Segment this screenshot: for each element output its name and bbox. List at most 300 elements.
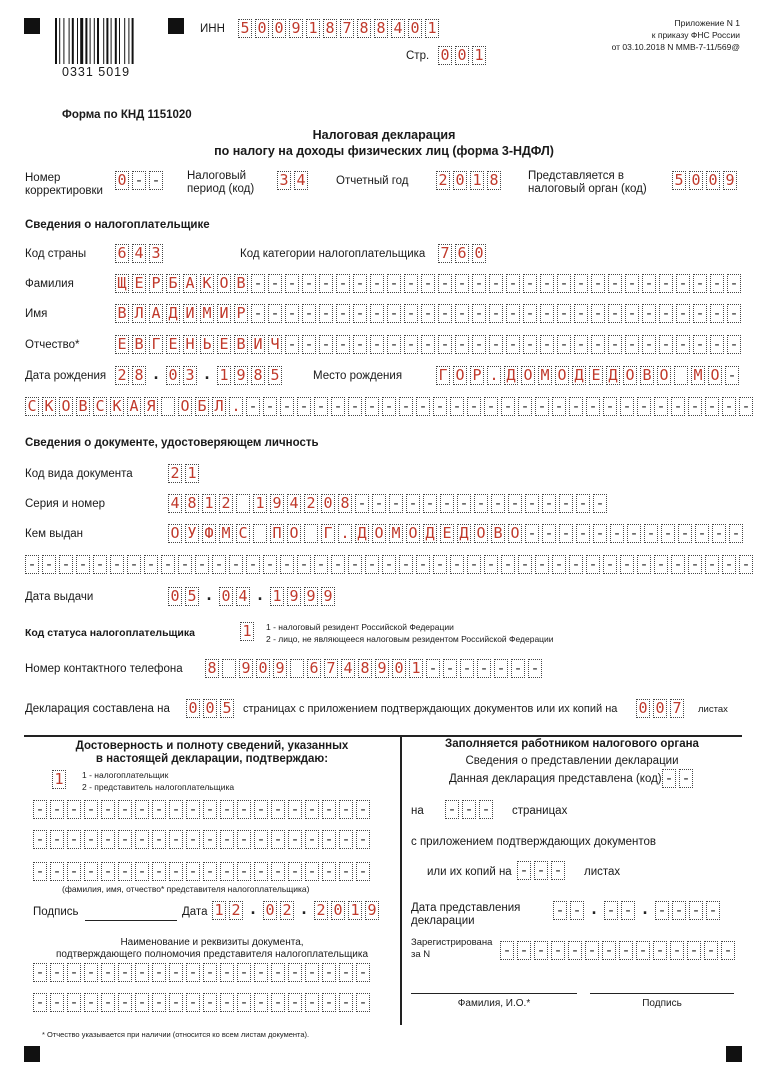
char-cell[interactable]: 1 <box>52 770 66 789</box>
char-cell[interactable]: 2 <box>229 901 243 920</box>
char-cell[interactable]: - <box>356 800 370 819</box>
char-cell[interactable]: - <box>501 397 515 416</box>
char-cell[interactable]: - <box>416 555 430 574</box>
char-cell[interactable]: 2 <box>314 901 328 920</box>
char-cell[interactable]: 1 <box>409 659 423 678</box>
char-cell[interactable]: - <box>314 555 328 574</box>
char-cell[interactable]: 8 <box>358 659 372 678</box>
char-cell[interactable]: 9 <box>375 659 389 678</box>
char-cell[interactable]: - <box>280 397 294 416</box>
char-cell[interactable]: Б <box>166 274 180 293</box>
char-cell[interactable]: - <box>339 862 353 881</box>
char-cell[interactable]: - <box>50 830 64 849</box>
char-cell[interactable]: - <box>356 862 370 881</box>
char-cell[interactable]: - <box>569 397 583 416</box>
char-cell[interactable]: - <box>585 941 599 960</box>
char-cell[interactable]: 2 <box>304 494 318 513</box>
char-cell[interactable]: - <box>33 862 47 881</box>
char-cell[interactable]: - <box>254 963 268 982</box>
birthplace-cells-2[interactable] <box>25 397 756 416</box>
char-cell[interactable]: - <box>570 901 584 920</box>
char-cell[interactable]: - <box>302 274 316 293</box>
surname-cells[interactable] <box>115 274 744 293</box>
char-cell[interactable]: - <box>387 304 401 323</box>
char-cell[interactable]: 4 <box>168 494 182 513</box>
char-cell[interactable]: - <box>212 555 226 574</box>
status-cells[interactable] <box>240 622 257 641</box>
char-cell[interactable]: О <box>555 366 569 385</box>
issuer-cells-1[interactable] <box>168 524 746 543</box>
char-cell[interactable]: - <box>353 274 367 293</box>
char-cell[interactable]: - <box>271 862 285 881</box>
char-cell[interactable]: - <box>586 555 600 574</box>
char-cell[interactable]: - <box>506 304 520 323</box>
char-cell[interactable]: М <box>389 524 403 543</box>
char-cell[interactable]: - <box>553 901 567 920</box>
char-cell[interactable]: - <box>511 659 525 678</box>
year-cells[interactable] <box>436 171 504 190</box>
issue-date-cells[interactable]: 0 5 . 0 4 . 1 9 9 9 <box>168 587 338 606</box>
char-cell[interactable]: - <box>574 274 588 293</box>
char-cell[interactable]: - <box>76 555 90 574</box>
char-cell[interactable]: - <box>591 304 605 323</box>
char-cell[interactable]: - <box>178 555 192 574</box>
char-cell[interactable] <box>253 524 267 543</box>
char-cell[interactable]: - <box>404 274 418 293</box>
char-cell[interactable]: - <box>423 494 437 513</box>
char-cell[interactable]: - <box>462 800 476 819</box>
char-cell[interactable]: - <box>246 555 260 574</box>
char-cell[interactable]: 4 <box>132 244 146 263</box>
char-cell[interactable]: 1 <box>472 46 486 65</box>
char-cell[interactable]: - <box>135 963 149 982</box>
char-cell[interactable]: - <box>404 335 418 354</box>
char-cell[interactable]: - <box>288 800 302 819</box>
char-cell[interactable]: - <box>322 963 336 982</box>
char-cell[interactable]: - <box>246 397 260 416</box>
char-cell[interactable]: - <box>399 555 413 574</box>
char-cell[interactable]: 0 <box>272 19 286 38</box>
char-cell[interactable]: - <box>704 941 718 960</box>
char-cell[interactable]: - <box>620 397 634 416</box>
char-cell[interactable]: - <box>118 800 132 819</box>
char-cell[interactable]: - <box>118 862 132 881</box>
char-cell[interactable]: - <box>528 659 542 678</box>
char-cell[interactable]: - <box>705 555 719 574</box>
char-cell[interactable]: - <box>169 830 183 849</box>
char-cell[interactable]: О <box>217 274 231 293</box>
char-cell[interactable]: - <box>169 963 183 982</box>
char-cell[interactable]: 1 <box>425 19 439 38</box>
char-cell[interactable]: - <box>438 304 452 323</box>
char-cell[interactable]: 0 <box>455 46 469 65</box>
char-cell[interactable]: - <box>608 274 622 293</box>
char-cell[interactable]: - <box>642 274 656 293</box>
char-cell[interactable]: 0 <box>186 699 200 718</box>
char-cell[interactable]: - <box>67 800 81 819</box>
char-cell[interactable]: - <box>569 555 583 574</box>
inn-cells[interactable] <box>238 19 442 38</box>
char-cell[interactable]: - <box>288 993 302 1012</box>
char-cell[interactable]: В <box>234 274 248 293</box>
char-cell[interactable]: 0 <box>438 46 452 65</box>
char-cell[interactable]: - <box>557 274 571 293</box>
char-cell[interactable]: - <box>93 555 107 574</box>
confirm-code-cells[interactable] <box>52 770 69 789</box>
char-cell[interactable]: - <box>268 304 282 323</box>
char-cell[interactable]: - <box>608 304 622 323</box>
char-cell[interactable]: . <box>229 397 243 416</box>
char-cell[interactable]: - <box>672 901 686 920</box>
char-cell[interactable]: - <box>438 274 452 293</box>
char-cell[interactable]: 7 <box>324 659 338 678</box>
char-cell[interactable]: - <box>559 494 573 513</box>
char-cell[interactable]: - <box>508 494 522 513</box>
char-cell[interactable]: - <box>676 274 690 293</box>
char-cell[interactable]: 0 <box>653 699 667 718</box>
char-cell[interactable]: - <box>50 800 64 819</box>
char-cell[interactable]: А <box>149 304 163 323</box>
char-cell[interactable]: - <box>169 800 183 819</box>
char-cell[interactable]: - <box>336 304 350 323</box>
char-cell[interactable]: - <box>593 494 607 513</box>
dob-cells[interactable]: 2 8 . 0 3 . 1 9 8 5 <box>115 366 285 385</box>
char-cell[interactable]: - <box>603 555 617 574</box>
char-cell[interactable]: У <box>185 524 199 543</box>
char-cell[interactable]: - <box>331 397 345 416</box>
char-cell[interactable]: - <box>625 274 639 293</box>
char-cell[interactable]: - <box>149 171 163 190</box>
char-cell[interactable]: 0 <box>331 901 345 920</box>
char-cell[interactable]: - <box>637 397 651 416</box>
char-cell[interactable]: 9 <box>234 366 248 385</box>
char-cell[interactable]: Е <box>440 524 454 543</box>
char-cell[interactable]: 9 <box>289 19 303 38</box>
submitted-code-cells[interactable] <box>662 769 696 788</box>
char-cell[interactable]: В <box>132 335 146 354</box>
char-cell[interactable]: - <box>67 862 81 881</box>
char-cell[interactable]: 0 <box>408 19 422 38</box>
char-cell[interactable]: - <box>676 335 690 354</box>
char-cell[interactable]: - <box>135 993 149 1012</box>
char-cell[interactable]: - <box>450 555 464 574</box>
char-cell[interactable]: - <box>559 524 573 543</box>
char-cell[interactable]: Е <box>217 335 231 354</box>
char-cell[interactable]: . <box>338 524 352 543</box>
char-cell[interactable]: - <box>370 304 384 323</box>
char-cell[interactable]: - <box>722 555 736 574</box>
char-cell[interactable]: 0 <box>689 171 703 190</box>
char-cell[interactable]: 4 <box>287 494 301 513</box>
sheets-cells[interactable] <box>636 699 687 718</box>
char-cell[interactable]: - <box>348 555 362 574</box>
char-cell[interactable]: Д <box>457 524 471 543</box>
char-cell[interactable]: - <box>251 274 265 293</box>
char-cell[interactable]: - <box>540 304 554 323</box>
char-cell[interactable]: - <box>484 555 498 574</box>
char-cell[interactable]: 1 <box>270 587 284 606</box>
char-cell[interactable]: - <box>574 335 588 354</box>
char-cell[interactable]: 0 <box>168 587 182 606</box>
char-cell[interactable]: - <box>101 862 115 881</box>
char-cell[interactable]: - <box>433 555 447 574</box>
char-cell[interactable]: - <box>365 555 379 574</box>
char-cell[interactable]: - <box>229 555 243 574</box>
char-cell[interactable]: - <box>438 335 452 354</box>
char-cell[interactable]: - <box>455 335 469 354</box>
char-cell[interactable]: К <box>42 397 56 416</box>
char-cell[interactable]: 0 <box>203 699 217 718</box>
char-cell[interactable]: 8 <box>251 366 265 385</box>
char-cell[interactable]: 9 <box>365 901 379 920</box>
char-cell[interactable]: - <box>489 274 503 293</box>
char-cell[interactable]: - <box>477 659 491 678</box>
char-cell[interactable]: - <box>353 335 367 354</box>
char-cell[interactable]: 8 <box>185 494 199 513</box>
char-cell[interactable]: О <box>406 524 420 543</box>
char-cell[interactable]: - <box>370 274 384 293</box>
char-cell[interactable]: - <box>372 494 386 513</box>
char-cell[interactable]: 8 <box>132 366 146 385</box>
char-cell[interactable]: - <box>501 555 515 574</box>
char-cell[interactable]: Е <box>166 335 180 354</box>
char-cell[interactable]: - <box>251 304 265 323</box>
char-cell[interactable]: 4 <box>236 587 250 606</box>
char-cell[interactable]: Ф <box>202 524 216 543</box>
char-cell[interactable]: - <box>472 335 486 354</box>
char-cell[interactable]: - <box>339 830 353 849</box>
char-cell[interactable]: - <box>305 800 319 819</box>
char-cell[interactable]: - <box>118 830 132 849</box>
char-cell[interactable]: - <box>500 941 514 960</box>
char-cell[interactable]: Л <box>212 397 226 416</box>
char-cell[interactable]: - <box>670 941 684 960</box>
char-cell[interactable]: 0 <box>256 659 270 678</box>
char-cell[interactable]: - <box>263 555 277 574</box>
char-cell[interactable]: Л <box>132 304 146 323</box>
char-cell[interactable]: - <box>203 993 217 1012</box>
char-cell[interactable]: - <box>457 494 471 513</box>
char-cell[interactable]: - <box>535 555 549 574</box>
char-cell[interactable]: О <box>508 524 522 543</box>
char-cell[interactable]: - <box>676 304 690 323</box>
char-cell[interactable]: С <box>236 524 250 543</box>
char-cell[interactable]: - <box>319 304 333 323</box>
char-cell[interactable]: 4 <box>341 659 355 678</box>
char-cell[interactable]: 0 <box>453 171 467 190</box>
char-cell[interactable]: - <box>132 171 146 190</box>
char-cell[interactable]: - <box>195 555 209 574</box>
char-cell[interactable]: 8 <box>323 19 337 38</box>
char-cell[interactable]: - <box>739 397 753 416</box>
char-cell[interactable]: - <box>186 993 200 1012</box>
char-cell[interactable]: - <box>237 862 251 881</box>
char-cell[interactable]: Р <box>149 274 163 293</box>
char-cell[interactable]: - <box>220 862 234 881</box>
char-cell[interactable]: 1 <box>185 464 199 483</box>
char-cell[interactable]: - <box>42 555 56 574</box>
char-cell[interactable]: - <box>356 993 370 1012</box>
char-cell[interactable]: О <box>623 366 637 385</box>
char-cell[interactable]: 9 <box>304 587 318 606</box>
char-cell[interactable]: - <box>535 397 549 416</box>
char-cell[interactable]: - <box>603 397 617 416</box>
char-cell[interactable]: - <box>712 524 726 543</box>
char-cell[interactable]: - <box>484 397 498 416</box>
char-cell[interactable]: О <box>178 397 192 416</box>
char-cell[interactable]: - <box>637 555 651 574</box>
char-cell[interactable]: - <box>186 800 200 819</box>
char-cell[interactable]: - <box>576 494 590 513</box>
char-cell[interactable]: В <box>115 304 129 323</box>
char-cell[interactable]: - <box>322 800 336 819</box>
char-cell[interactable]: - <box>50 862 64 881</box>
char-cell[interactable]: В <box>640 366 654 385</box>
char-cell[interactable]: - <box>619 941 633 960</box>
representative-cells-3[interactable] <box>33 862 373 881</box>
char-cell[interactable]: - <box>479 800 493 819</box>
char-cell[interactable]: Г <box>149 335 163 354</box>
char-cell[interactable]: - <box>440 494 454 513</box>
char-cell[interactable]: - <box>288 963 302 982</box>
char-cell[interactable]: - <box>552 397 566 416</box>
char-cell[interactable]: - <box>472 304 486 323</box>
char-cell[interactable]: - <box>353 304 367 323</box>
char-cell[interactable]: - <box>518 397 532 416</box>
char-cell[interactable]: - <box>518 555 532 574</box>
char-cell[interactable]: Ч <box>268 335 282 354</box>
char-cell[interactable]: - <box>722 397 736 416</box>
char-cell[interactable]: 7 <box>340 19 354 38</box>
char-cell[interactable]: - <box>445 800 459 819</box>
char-cell[interactable]: 1 <box>202 494 216 513</box>
char-cell[interactable]: - <box>551 861 565 880</box>
char-cell[interactable]: 1 <box>306 19 320 38</box>
char-cell[interactable]: - <box>705 397 719 416</box>
char-cell[interactable]: Д <box>166 304 180 323</box>
char-cell[interactable]: - <box>540 274 554 293</box>
char-cell[interactable]: О <box>372 524 386 543</box>
char-cell[interactable]: - <box>389 494 403 513</box>
char-cell[interactable]: - <box>710 274 724 293</box>
char-cell[interactable]: - <box>237 963 251 982</box>
char-cell[interactable]: - <box>523 304 537 323</box>
char-cell[interactable]: О <box>59 397 73 416</box>
char-cell[interactable]: 1 <box>470 171 484 190</box>
char-cell[interactable]: 5 <box>185 587 199 606</box>
char-cell[interactable]: - <box>695 524 709 543</box>
char-cell[interactable]: 0 <box>392 659 406 678</box>
char-cell[interactable]: - <box>135 862 149 881</box>
char-cell[interactable]: 6 <box>307 659 321 678</box>
char-cell[interactable]: - <box>627 524 641 543</box>
char-cell[interactable]: - <box>387 274 401 293</box>
char-cell[interactable]: - <box>25 555 39 574</box>
reg-number-cells[interactable] <box>500 941 738 960</box>
char-cell[interactable]: - <box>688 397 702 416</box>
char-cell[interactable]: Д <box>355 524 369 543</box>
char-cell[interactable]: 1 <box>240 622 254 641</box>
char-cell[interactable]: - <box>659 335 673 354</box>
organ-cells[interactable] <box>672 171 740 190</box>
char-cell[interactable]: Е <box>589 366 603 385</box>
char-cell[interactable]: - <box>557 335 571 354</box>
char-cell[interactable]: 1 <box>217 366 231 385</box>
char-cell[interactable]: В <box>491 524 505 543</box>
char-cell[interactable]: - <box>84 993 98 1012</box>
char-cell[interactable]: - <box>101 963 115 982</box>
char-cell[interactable]: - <box>608 335 622 354</box>
inspector-pages-cells[interactable] <box>445 800 496 819</box>
char-cell[interactable]: - <box>525 494 539 513</box>
char-cell[interactable]: - <box>254 862 268 881</box>
char-cell[interactable]: Д <box>423 524 437 543</box>
char-cell[interactable]: И <box>183 304 197 323</box>
char-cell[interactable]: . <box>487 366 501 385</box>
char-cell[interactable]: - <box>557 304 571 323</box>
char-cell[interactable]: - <box>525 524 539 543</box>
char-cell[interactable]: 0 <box>219 587 233 606</box>
char-cell[interactable]: - <box>387 335 401 354</box>
char-cell[interactable]: - <box>319 335 333 354</box>
issuer-cells-2[interactable] <box>25 555 756 574</box>
char-cell[interactable]: 2 <box>219 494 233 513</box>
period-cells[interactable] <box>277 171 311 190</box>
char-cell[interactable]: - <box>540 335 554 354</box>
char-cell[interactable]: 0 <box>321 494 335 513</box>
char-cell[interactable] <box>236 494 250 513</box>
confirm-date-cells[interactable]: 1 2 . 0 2 . 2 0 1 9 <box>212 901 382 920</box>
char-cell[interactable]: - <box>118 993 132 1012</box>
char-cell[interactable]: А <box>183 274 197 293</box>
char-cell[interactable]: - <box>406 494 420 513</box>
char-cell[interactable]: - <box>671 555 685 574</box>
char-cell[interactable]: Р <box>234 304 248 323</box>
char-cell[interactable]: - <box>654 555 668 574</box>
char-cell[interactable]: О <box>521 366 535 385</box>
char-cell[interactable]: - <box>689 901 703 920</box>
char-cell[interactable]: - <box>144 555 158 574</box>
char-cell[interactable]: - <box>586 397 600 416</box>
char-cell[interactable]: - <box>620 555 634 574</box>
pages-cells[interactable] <box>186 699 237 718</box>
char-cell[interactable]: - <box>489 335 503 354</box>
char-cell[interactable]: Р <box>470 366 484 385</box>
char-cell[interactable]: 1 <box>348 901 362 920</box>
authority-doc-cells-1[interactable] <box>33 963 373 982</box>
char-cell[interactable]: - <box>625 304 639 323</box>
char-cell[interactable]: - <box>506 274 520 293</box>
char-cell[interactable]: 1 <box>212 901 226 920</box>
char-cell[interactable]: - <box>661 524 675 543</box>
char-cell[interactable]: - <box>67 963 81 982</box>
doc-type-cells[interactable] <box>168 464 202 483</box>
char-cell[interactable]: - <box>706 901 720 920</box>
char-cell[interactable]: М <box>691 366 705 385</box>
char-cell[interactable]: - <box>517 941 531 960</box>
char-cell[interactable]: - <box>288 830 302 849</box>
char-cell[interactable]: Е <box>115 335 129 354</box>
char-cell[interactable]: - <box>551 941 565 960</box>
char-cell[interactable]: - <box>404 304 418 323</box>
char-cell[interactable]: 4 <box>391 19 405 38</box>
char-cell[interactable]: - <box>110 555 124 574</box>
char-cell[interactable]: - <box>339 993 353 1012</box>
char-cell[interactable]: - <box>84 830 98 849</box>
char-cell[interactable]: - <box>101 993 115 1012</box>
char-cell[interactable]: - <box>593 524 607 543</box>
char-cell[interactable]: - <box>725 366 739 385</box>
